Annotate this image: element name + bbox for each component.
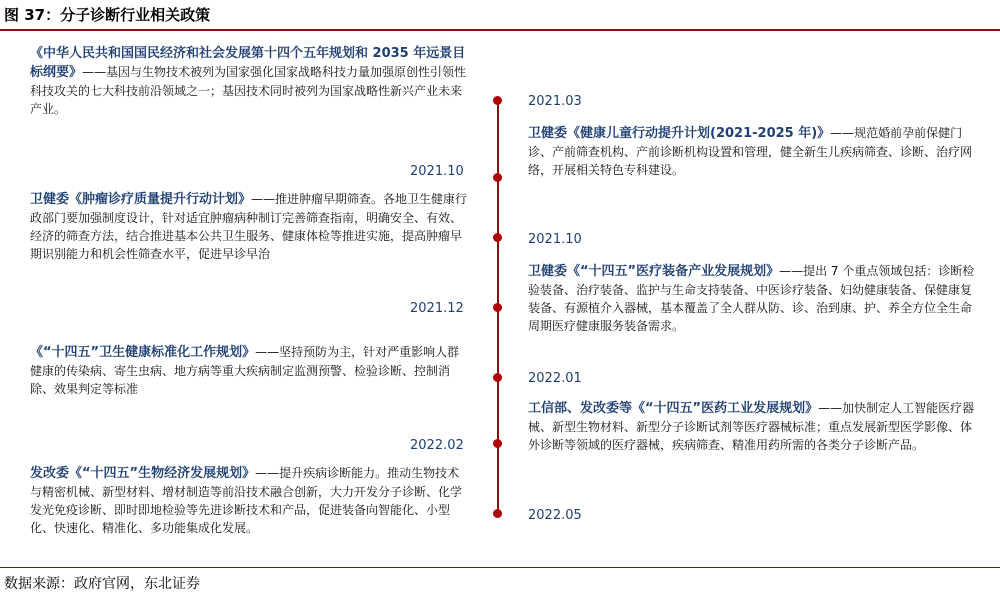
timeline-date: 2021.12 [410,301,464,316]
timeline-dot [493,173,502,182]
policy-title: 《“十四五”卫生健康标准化工作规划》 [30,345,256,360]
figure-title: 图 37：分子诊断行业相关政策 [4,6,211,24]
timeline-dot [493,303,502,312]
policy-description: ——加快制定人工智能医疗器械、新型生物材料、新型分子诊断试剂等医疗器械标准；重点发展新型医学影像、体外诊断等领域的医疗器械，疾病筛查、精准用药所需的各类分子诊断产品。 [528,401,975,452]
timeline-dot [493,439,502,448]
policy-description: ——推进肿瘤早期筛查。各地卫生健康行政部门要加强制度设计，针对适宜肿瘤病种制订完善筛查指南，明确安全、有效、经济的筛查方法，结合推进基本公共卫生服务、健康体检等推进实施，提高肿瘤早期识别能力和机会性筛查水平，促进早诊早治 [30,192,468,261]
timeline-date: 2021.10 [410,164,464,179]
policy-entry [528,262,978,335]
policy-title: 发改委《“十四五”生物经济发展规划》 [30,466,256,481]
source-note: 数据来源：政府官网，东北证券 [4,576,200,592]
timeline-date: 2021.03 [528,94,582,109]
policy-entry [30,343,470,398]
policy-title: 卫健委《健康儿童行动提升计划(2021-2025 年)》 [528,126,831,141]
timeline-date: 2022.01 [528,371,582,386]
policy-description: ——提升疾病诊断能力。推动生物技术与精密机械、新型材料、增材制造等前沿技术融合创新，大力开发分子诊断、化学发光免疫诊断、即时即地检验等先进诊断技术和产品，促进装备向智能化、小型化、快速化、精准化、多功能集成化发展。 [30,466,463,535]
timeline-dot [493,509,502,518]
policy-description: ——规范婚前孕前保健门诊、产前筛查机构、产前诊断机构设置和管理，健全新生儿疾病筛查、诊断、治疗网络，开展相关特色专科建设。 [528,126,973,177]
policy-entry [30,190,470,263]
timeline-dot [493,233,502,242]
timeline-date: 2022.05 [528,508,582,523]
policy-title: 卫健委《“十四五”医疗装备产业发展规划》 [528,264,780,279]
timeline-dot [493,373,502,382]
policy-entry [30,44,470,118]
policy-entry [528,399,978,454]
policy-description: ——基因与生物技术被列为国家强化国家战略科技力量加强原创性引领性科技攻关的七大科技前沿领域之一；基因技术同时被列为国家战略性新兴产业未来产业。 [30,65,467,116]
policy-entry [30,464,470,537]
bottom-rule [0,567,1000,568]
policy-description: ——坚持预防为主，针对严重影响人群健康的传染病、寄生虫病、地方病等重大疾病制定监测预警、检验诊断、控制消除、效果判定等标准 [30,345,460,396]
policy-title: 工信部、发改委等《“十四五”医药工业发展规划》 [528,401,819,416]
policy-description: ——提出 7 个重点领域包括：诊断检验装备、治疗装备、监护与生命支持装备、中医诊疗装备、妇幼健康装备、保健康复装备、有源植介入器械，基本覆盖了全人群从防、诊、治到康、护、养全方位全生命周期医疗健康服务装备需求。 [528,264,975,333]
policy-entry [528,124,978,179]
policy-title: 《中华人民共和国国民经济和社会发展第十四个五年规划和 2035 年远景目标纲要》 [30,46,466,80]
timeline-date: 2022.02 [410,438,464,453]
timeline-date: 2021.10 [528,232,582,247]
timeline-dot [493,96,502,105]
top-rule [0,29,1000,31]
policy-title: 卫健委《肿瘤诊疗质量提升行动计划》 [30,192,252,207]
